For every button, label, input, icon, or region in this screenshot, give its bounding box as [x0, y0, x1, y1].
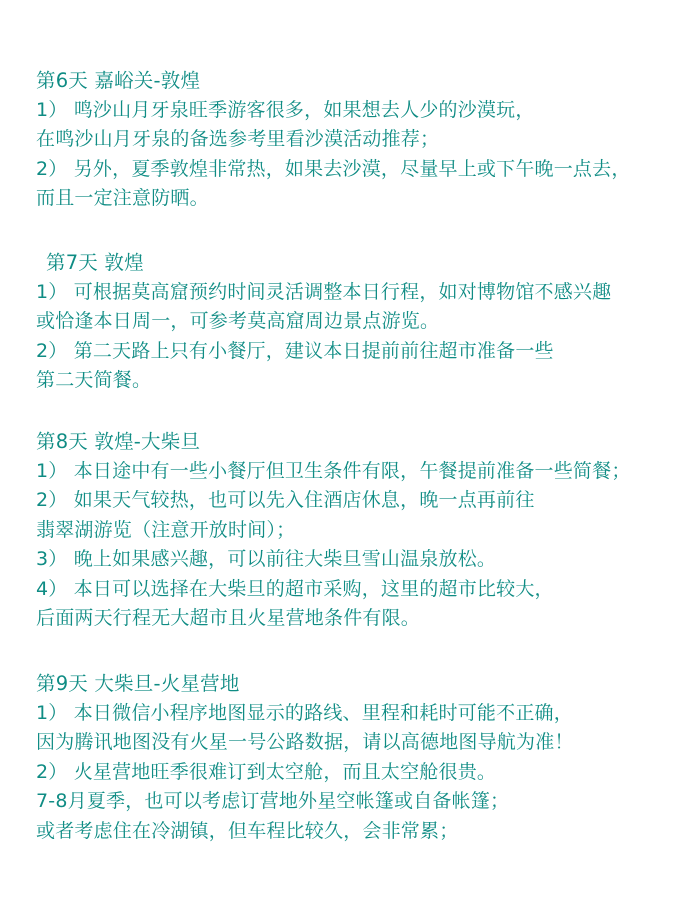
text-line: 而且一定注意防晒。 — [36, 187, 209, 209]
section-title: 第9天 大柴旦-火星营地 — [36, 672, 240, 695]
text-line: 后面两天行程无大超市且火星营地条件有限。 — [36, 607, 421, 629]
section-day9 — [36, 669, 666, 846]
section-day8 — [36, 427, 666, 634]
text-line: 因为腾讯地图没有火星一号公路数据，请以高德地图导航为准！ — [36, 731, 574, 753]
section-title: 第8天 敦煌-大柴旦 — [36, 430, 201, 453]
text-line: 翡翠湖游览（注意开放时间）； — [36, 518, 296, 541]
text-line: 1） 本日途中有一些小餐厅但卫生条件有限，午餐提前准备一些简餐； — [36, 459, 631, 482]
text-line: 7-8月夏季，也可以考虑订营地外星空帐篷或自备帐篷； — [36, 790, 510, 812]
text-line: 2） 如果天气较热，也可以先入住酒店休息，晚一点再前往 — [36, 489, 535, 511]
text-line: 在鸣沙山月牙泉的备选参考里看沙漠活动推荐； — [36, 128, 440, 150]
text-line: 1） 可根据莫高窟预约时间灵活调整本日行程，如对博物馆不感兴趣 — [36, 280, 612, 303]
text-line: 1） 本日微信小程序地图显示的路线、里程和耗时可能不正确， — [36, 701, 573, 724]
section-day6 — [36, 66, 666, 214]
text-line: 或者考虑住在冷湖镇，但车程比较久，会非常累； — [36, 819, 459, 842]
text-line: 1） 鸣沙山月牙泉旺季游客很多，如果想去人少的沙漠玩， — [36, 98, 535, 121]
text-line: 4） 本日可以选择在大柴旦的超市采购，这里的超市比较大， — [36, 577, 554, 600]
text-line: 或恰逢本日周一，可参考莫高窟周边景点游览。 — [36, 310, 440, 332]
text-line: 第二天简餐。 — [36, 369, 152, 391]
text-line: 3） 晚上如果感兴趣，可以前往大柴旦雪山温泉放松。 — [36, 548, 497, 570]
section-title: 第6天 嘉峪关-敦煌 — [36, 69, 201, 92]
section-day7 — [36, 248, 666, 396]
text-line: 2） 火星营地旺季很难订到太空舱，而且太空舱很贵。 — [36, 760, 497, 783]
text-line: 2） 第二天路上只有小餐厅，建议本日提前前往超市准备一些 — [36, 339, 554, 362]
text-line: 2） 另外，夏季敦煌非常热，如果去沙漠，尽量早上或下午晚一点去， — [36, 157, 631, 180]
section-title: 第7天 敦煌 — [46, 251, 144, 274]
